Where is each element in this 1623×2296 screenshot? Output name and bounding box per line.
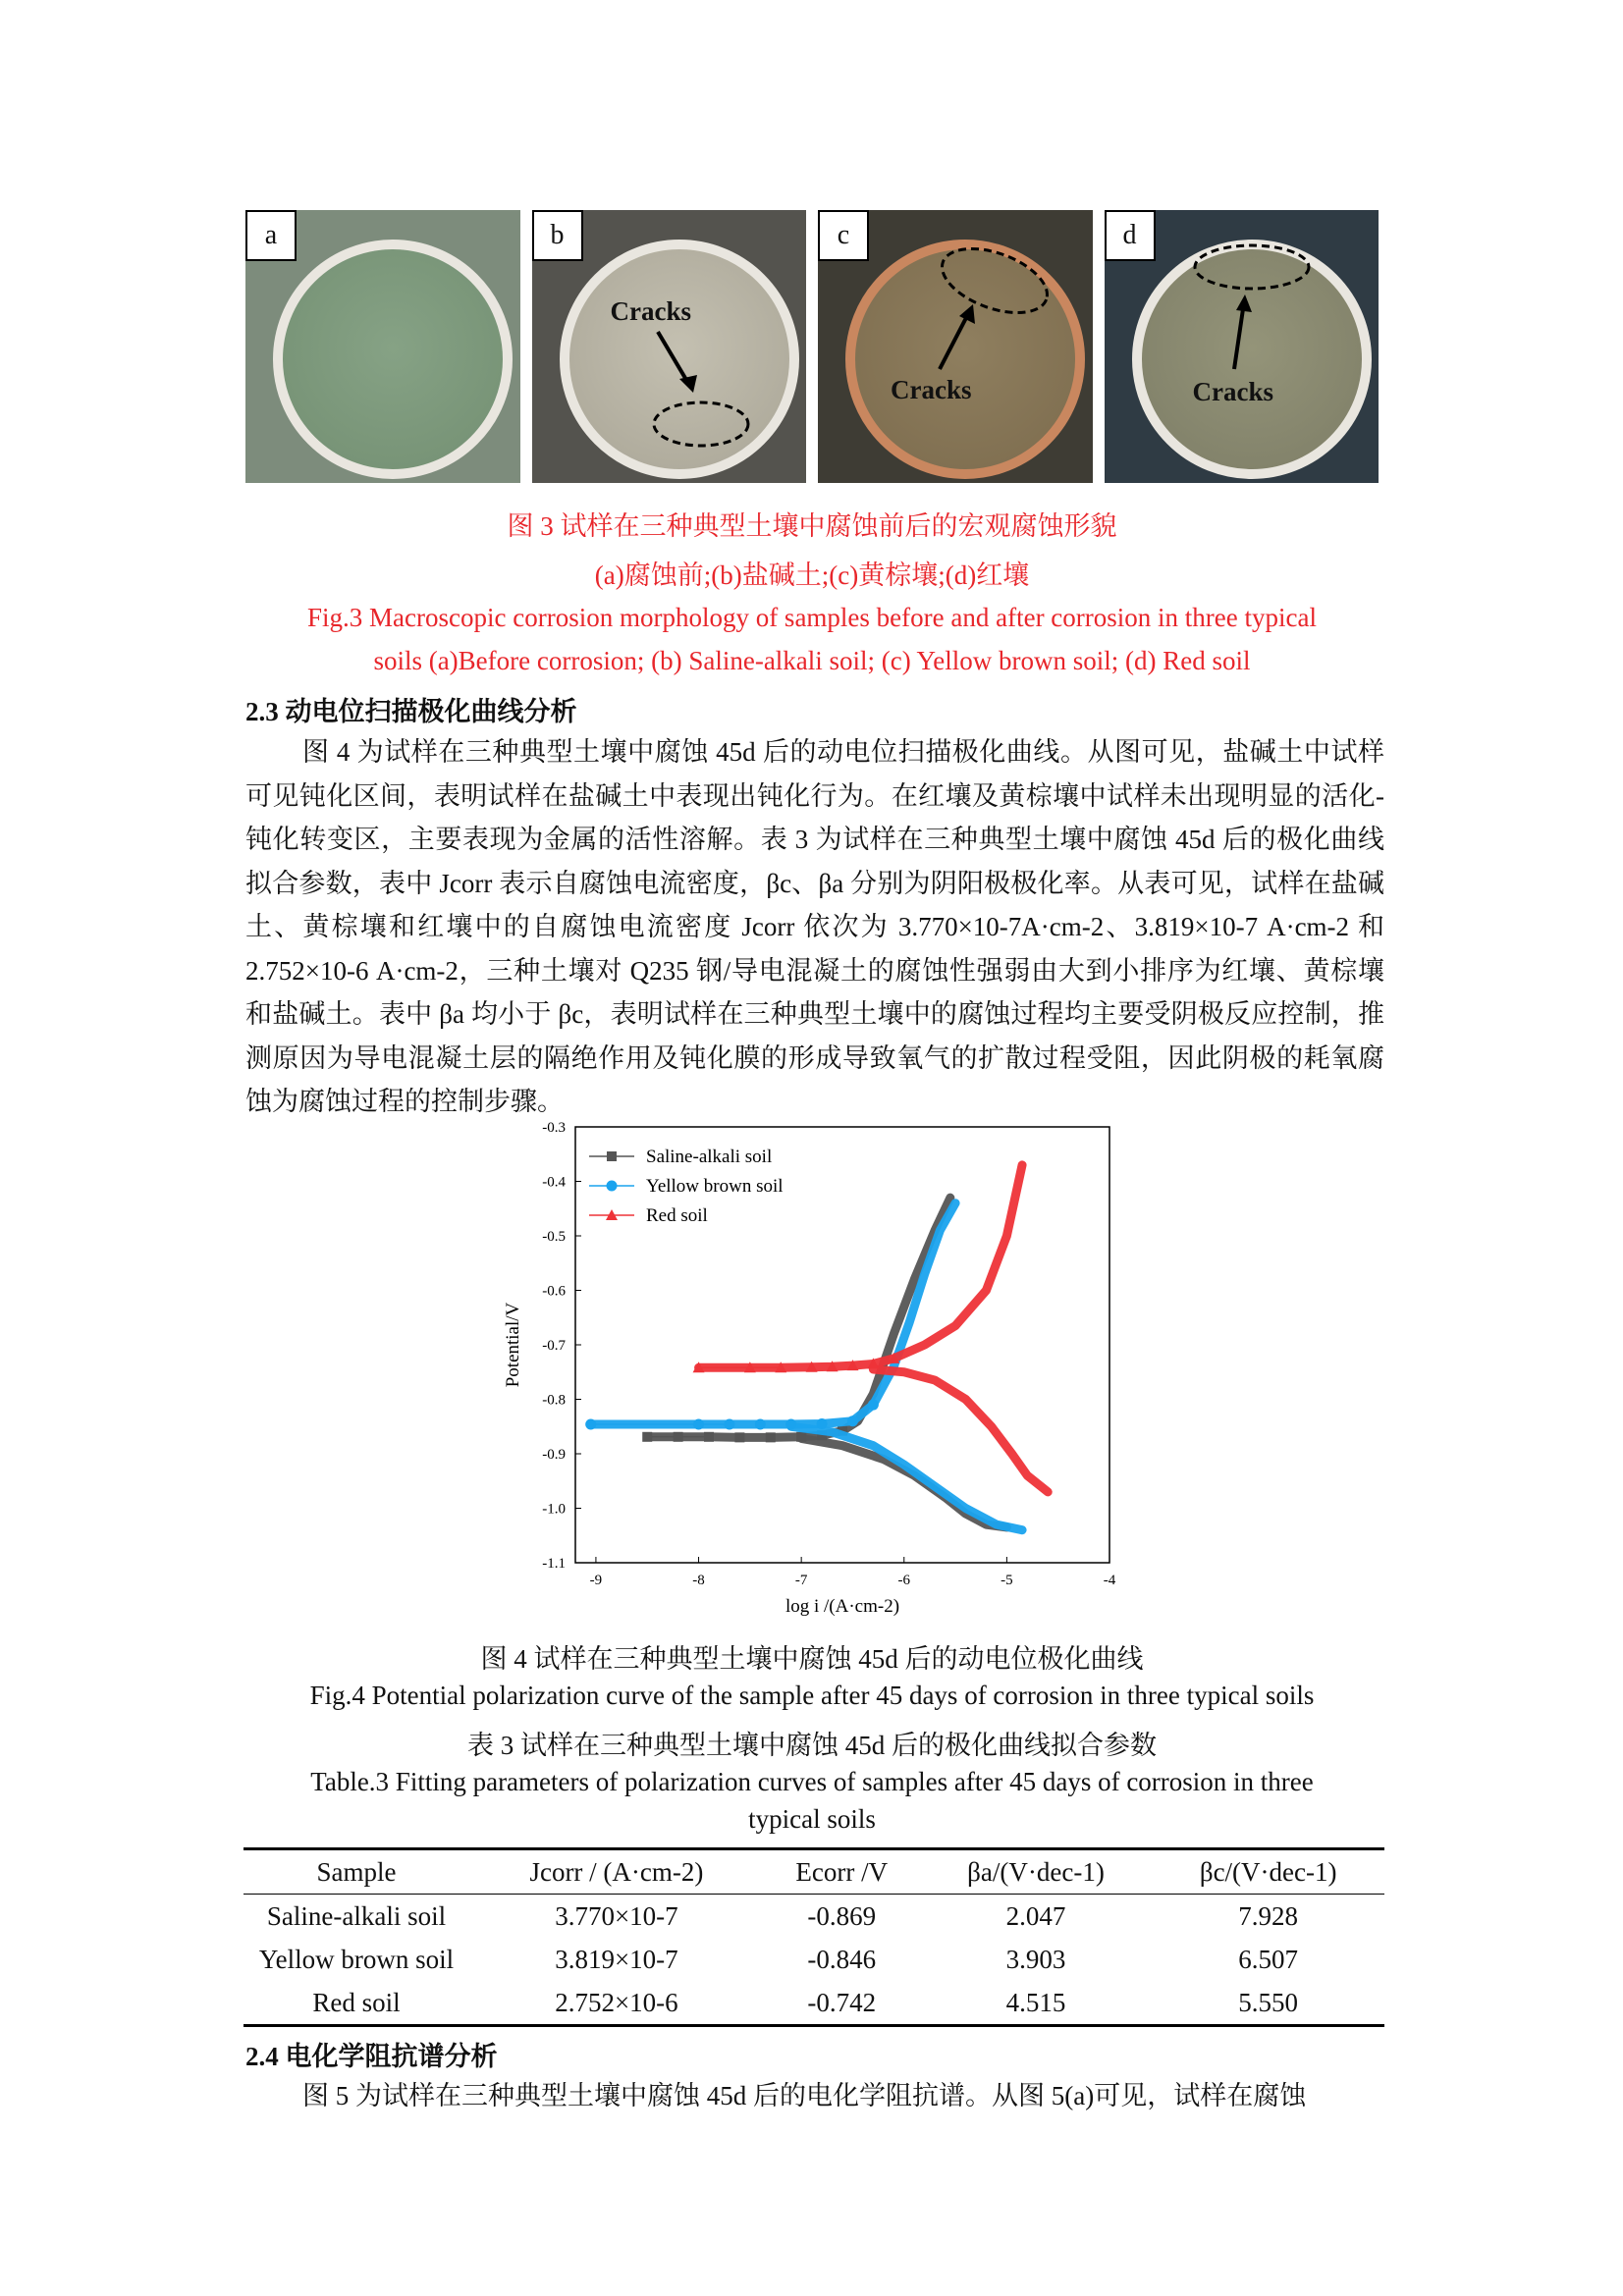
cell: 3.903	[1005, 1944, 1066, 1974]
x-tick-label: -4	[1103, 1573, 1116, 1588]
figure-3-caption-en-cont: soils (a)Before corrosion; (b) Saline-alkali soil; (c) Yellow brown soil; (d) Red soil	[373, 646, 1251, 675]
col-header: Ecorr /V	[795, 1856, 889, 1887]
figure-3-subcaption-cn: (a)腐蚀前;(b)盐碱土;(c)黄棕壤;(d)红壤	[594, 561, 1030, 590]
x-tick-label: -9	[589, 1573, 603, 1588]
data-point	[674, 1432, 683, 1442]
cell: 4.515	[1005, 1987, 1066, 2017]
figure-3-caption-cn: 图 3 试样在三种典型土壤中腐蚀前后的宏观腐蚀形貌	[507, 511, 1117, 541]
series-line-anodic	[647, 1198, 950, 1437]
x-tick-label: -5	[1001, 1573, 1013, 1588]
figure-4-caption-en: Fig.4 Potential polarization curve of the sample after 45 days of corrosion in three typical soils	[309, 1681, 1315, 1710]
x-tick-label: -7	[794, 1573, 808, 1588]
panel-label: d	[1105, 210, 1156, 261]
table-3	[243, 1847, 1384, 2027]
cell: Yellow brown soil	[258, 1944, 455, 1974]
cell: Saline-alkali soil	[266, 1900, 447, 1931]
crack-annotation	[532, 210, 807, 483]
section-2-4-paragraph	[245, 2074, 1384, 2118]
cracks-label: Cracks	[610, 296, 691, 326]
polarization-chart	[481, 1119, 1149, 1629]
data-point	[785, 1419, 796, 1430]
cell: 6.507	[1238, 1944, 1299, 1974]
legend-label: Saline-alkali soil	[646, 1147, 773, 1167]
data-point	[693, 1419, 704, 1430]
table-row	[243, 1981, 1384, 2026]
cracks-label: Cracks	[1192, 377, 1273, 406]
legend-label: Yellow brown soil	[646, 1176, 784, 1197]
panel-b	[532, 210, 807, 483]
data-point	[868, 1400, 879, 1411]
figure-3	[245, 210, 1379, 483]
y-tick-label: -0.7	[542, 1338, 566, 1354]
cell: 7.928	[1238, 1900, 1299, 1931]
data-point	[607, 1181, 618, 1192]
crack-annotation	[818, 210, 1093, 483]
cell: 5.550	[1238, 1987, 1299, 2017]
y-tick-label: -0.6	[542, 1283, 566, 1300]
section-heading-2-3: 2.3 动电位扫描极化曲线分析	[245, 697, 577, 726]
data-point	[585, 1419, 596, 1430]
col-header: Sample	[316, 1856, 397, 1887]
y-tick-label: -0.4	[542, 1174, 566, 1191]
series-line-cathodic	[873, 1369, 1048, 1492]
cell: -0.742	[807, 1987, 877, 2017]
data-point	[847, 1415, 858, 1426]
panel-label: b	[532, 210, 583, 261]
y-tick-label: -0.8	[542, 1392, 566, 1409]
legend-label: Red soil	[646, 1205, 708, 1226]
x-tick-label: -8	[692, 1573, 705, 1588]
data-point	[817, 1418, 828, 1429]
y-tick-label: -1.0	[542, 1501, 566, 1518]
panel-label: a	[245, 210, 297, 261]
paragraph-text: 图 5 为试样在三种典型土壤中腐蚀 45d 后的电化学阻抗谱。从图 5(a)可见，试样在腐蚀	[302, 2081, 1307, 2110]
paragraph-text: 图 4 为试样在三种典型土壤中腐蚀 45d 后的动电位扫描极化曲线。从图可见，盐碱土中试样可见钝化区间，表明试样在盐碱土中表现出钝化行为。在红壤及黄棕壤中试样未出现明显的活化-钝化转变区，主要表现为金属的活性溶解。表 3 为试样在三种典型土壤中腐蚀 45d 后的极化曲线拟合参数，表中 Jcorr 表示自腐蚀电流密度，βc、βa 分别为阴阳极极化率。从表可见，试样在盐碱土、黄棕壤和红壤中的自腐蚀电流密度 Jcorr 依次为 3.770×10-7A·cm-2、3.819×10-7 A·cm-2 和 2.752×10-6 A·cm-2，三种土壤对 Q235 钢/导电混凝土的腐蚀性强弱由大到小排序为红壤、黄棕壤和盐碱土。表中 βa 均小于 βc，表明试样在三种典型土壤中的腐蚀过程均主要受阴极反应控制，推测原因为导电混凝土层的隔绝作用及钝化膜的形成导致氧气的扩散过程受阻，因此阴极的耗氧腐蚀为腐蚀过程的控制步骤。	[245, 737, 1384, 1116]
cell: 2.047	[1005, 1900, 1066, 1931]
table-row	[243, 1938, 1384, 1981]
col-header: Jcorr / (A·cm-2)	[529, 1856, 704, 1887]
cell: 3.770×10-7	[555, 1900, 678, 1931]
cell: 3.819×10-7	[555, 1944, 678, 1974]
chart-svg	[481, 1119, 1149, 1629]
section-2-3-paragraph	[245, 730, 1384, 1124]
panel-label: c	[818, 210, 869, 261]
table-row	[243, 1895, 1384, 1939]
cell: -0.869	[807, 1900, 877, 1931]
data-point	[724, 1419, 734, 1430]
cracks-label: Cracks	[891, 375, 972, 404]
data-point	[607, 1151, 617, 1161]
y-tick-label: -1.1	[542, 1556, 566, 1572]
y-tick-label: -0.3	[542, 1120, 566, 1136]
figure-3-caption-en: Fig.3 Macroscopic corrosion morphology of samples before and after corrosion in three typical	[307, 603, 1317, 632]
data-point	[766, 1432, 776, 1442]
y-tick-label: -0.5	[542, 1229, 566, 1245]
data-point	[642, 1432, 652, 1442]
table-3-caption-en-cont: typical soils	[748, 1804, 876, 1834]
cell: Red soil	[312, 1987, 401, 2017]
y-tick-label: -0.9	[542, 1447, 566, 1463]
y-axis-label: Potential/V	[503, 1302, 523, 1388]
section-heading-2-4: 2.4 电化学阻抗谱分析	[245, 2042, 498, 2071]
data-point	[734, 1432, 744, 1442]
col-header: βa/(V·dec-1)	[967, 1856, 1105, 1887]
panel-c	[818, 210, 1093, 483]
table-3-caption-cn: 表 3 试样在三种典型土壤中腐蚀 45d 后的极化曲线拟合参数	[467, 1731, 1157, 1760]
data-point	[796, 1432, 806, 1442]
panel-a	[245, 210, 520, 483]
table-3-caption-en: Table.3 Fitting parameters of polarization curves of samples after 45 days of corrosion in three	[310, 1767, 1314, 1796]
x-axis-label: log i /(A·cm-2)	[784, 1596, 900, 1617]
x-tick-label: -6	[897, 1573, 911, 1588]
crack-annotation	[1105, 210, 1380, 483]
panel-d	[1105, 210, 1380, 483]
sample-disk	[273, 240, 513, 479]
col-header: βc/(V·dec-1)	[1199, 1856, 1337, 1887]
figure-4-caption-cn: 图 4 试样在三种典型土壤中腐蚀 45d 后的动电位极化曲线	[480, 1644, 1144, 1674]
table-header-row	[243, 1849, 1384, 1895]
data-point	[755, 1419, 766, 1430]
data-point	[704, 1432, 714, 1442]
cell: 2.752×10-6	[555, 1987, 678, 2017]
cell: -0.846	[807, 1944, 877, 1974]
